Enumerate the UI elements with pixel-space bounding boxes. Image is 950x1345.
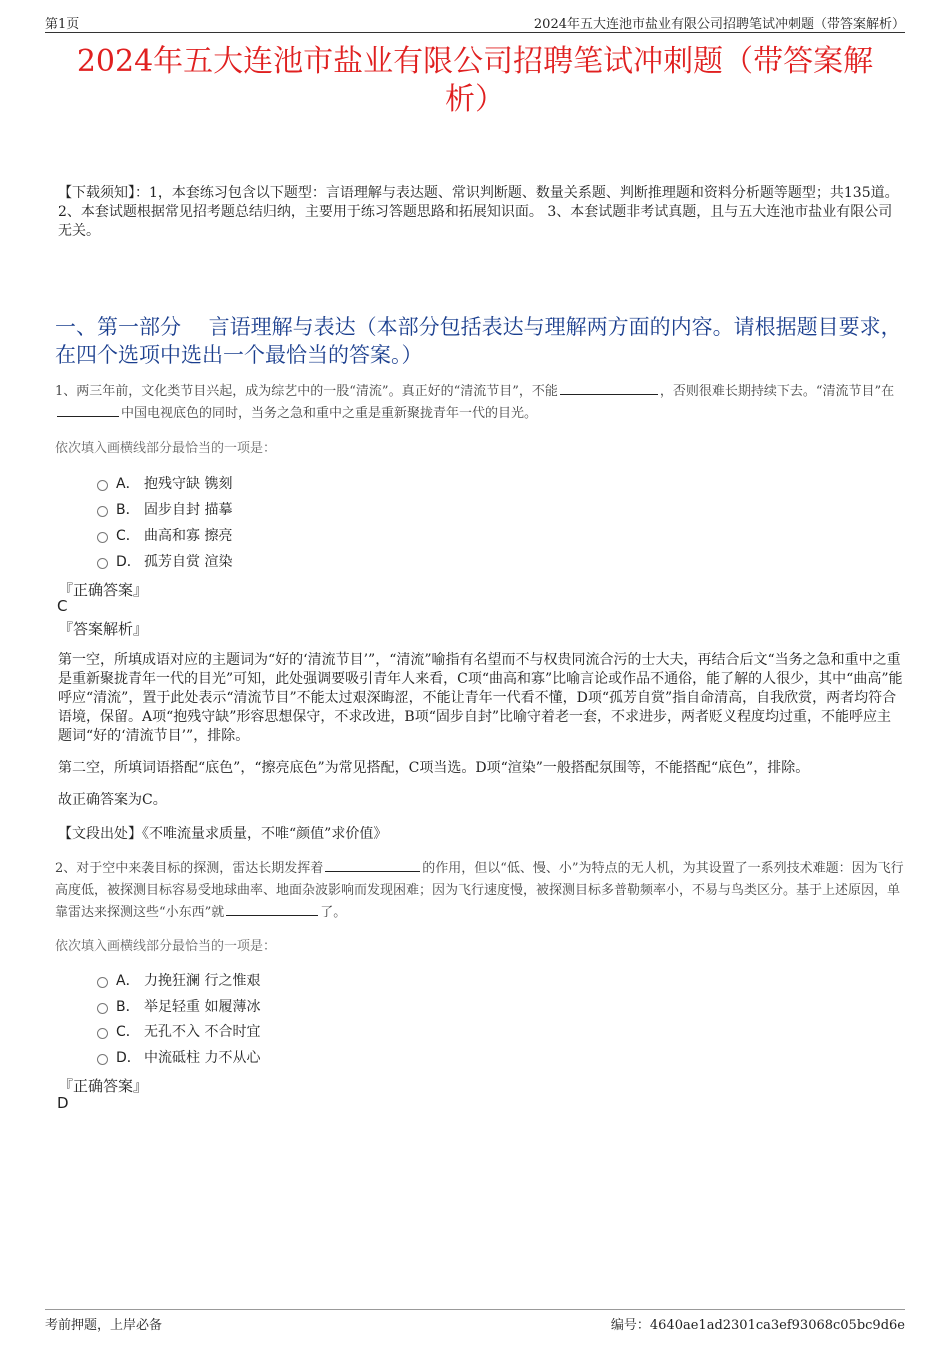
radio-icon[interactable] [97,1054,108,1065]
option-letter: D． [116,554,141,570]
q1-text-c: 中国电视底色的同时，当务之急和重中之重是重新聚拢青年一代的目光。 [121,406,538,421]
q2-answer-label: 『正确答案』 [58,1077,149,1095]
q1-instruction: 依次填入画横线部分最恰当的一项是： [55,441,277,456]
q2-blank-2 [226,903,318,916]
radio-icon[interactable] [97,558,108,569]
q2-answer: D [57,1094,69,1112]
radio-icon[interactable] [97,480,108,491]
q1-analysis-p1: 第一空，所填成语对应的主题词为“好的‘清流节目’”，“清流”喻指有名望而不与权贵同流合污的士大夫，再结合后文“当务之急和重中之重是重新聚拢青年一代的目光”可知，此处强调要吸引青年人来看，C项“曲高和寡”比喻言论或作品不通俗，能了解的人很少，其中“曲高”能呼应“清流”，置于此处表示“清流节目”不能太过艰深晦涩，不能让青年一代看不懂，D项“孤芳自赏”指自命清高，自我欣赏，两者均符合语境，保留。A项“抱残守缺”形容思想保守，不求改进，B项“固步自封”比喻守着老一套，不求进步，两者贬义程度均过重，不能呼应主题词“好的‘清流节目’”，排除。 [58,652,903,744]
option-letter: B． [116,502,140,518]
option-text: 无孔不入 不合时宜 [144,1024,261,1040]
option-letter: A． [116,973,140,989]
q2-text-a: 2、对于空中来袭目标的探测，雷达长期发挥着 [55,861,324,876]
option-letter: A． [116,476,140,492]
option-text: 举足轻重 如履薄冰 [144,999,261,1015]
footer-slogan: 考前押题，上岸必备 [45,1318,163,1333]
question-2-text [55,858,905,924]
q1-answer-label: 『正确答案』 [58,581,149,599]
option-letter: C． [116,1024,140,1040]
q2-text-b: 的作用，但以“低、慢、小”为特点的无人机，为其设置了一系列技术难题：因为飞行高度低，被探测目标容易受地球曲率、地面杂波影响而发现困难；因为飞行速度慢，被探测目标多普勒频率小，不易与鸟类区分。基于上述原因，单靠雷达来探测这些“小东西”就 [55,861,904,920]
q1-option-a[interactable] [97,473,232,493]
title-line-2: 析） [445,82,505,117]
option-letter: D． [116,1050,141,1066]
q1-option-c[interactable] [97,525,232,545]
q1-option-b[interactable] [97,499,232,519]
title-line-1: 2024年五大连池市盐业有限公司招聘笔试冲刺题（带答案解 [76,44,874,79]
q1-analysis-p2: 第二空，所填词语搭配“底色”，“擦亮底色”为常见搭配，C项当选。D项“渲染”一般搭配氛围等，不能搭配“底色”，排除。 [58,760,810,776]
q1-text-b: ，否则很难长期持续下去。“清流节目”在 [659,384,895,399]
footer-code: 编号：4640ae1ad2301ca3ef93068c05bc9d6e [610,1318,905,1333]
q1-analysis-label: 『答案解析』 [58,620,149,638]
radio-icon[interactable] [97,532,108,543]
header-doc-title: 2024年五大连池市盐业有限公司招聘笔试冲刺题（带答案解析） [533,17,905,32]
option-letter: B． [116,999,140,1015]
q1-source: 【文段出处】《不唯流量求质量，不唯“颜值”求价值》 [58,826,388,842]
option-text: 中流砥柱 力不从心 [144,1050,261,1066]
header-divider [45,32,905,33]
question-1-text [55,381,905,425]
q2-instruction: 依次填入画横线部分最恰当的一项是： [55,939,277,954]
radio-icon[interactable] [97,1028,108,1039]
q1-option-d[interactable] [97,551,232,571]
q2-option-c[interactable] [97,1021,260,1041]
section-heading: 一、第一部分 言语理解与表达（本部分包括表达与理解两方面的内容。请根据题目要求，在四个选项中选出一个最恰当的答案。） [55,315,902,367]
option-text: 固步自封 描摹 [144,502,233,518]
q2-option-d[interactable] [97,1047,260,1067]
document-title [40,43,910,119]
q1-blank-1 [560,382,658,395]
radio-icon[interactable] [97,1003,108,1014]
option-text: 曲高和寡 擦亮 [144,528,233,544]
q2-option-b[interactable] [97,996,260,1016]
radio-icon[interactable] [97,977,108,988]
q1-analysis-p3: 故正确答案为C。 [58,792,167,808]
q2-text-c: 了。 [320,905,347,920]
option-letter: C． [116,528,140,544]
footer-divider [45,1309,905,1310]
page-number: 第1页 [45,17,80,32]
option-text: 力挽狂澜 行之惟艰 [144,973,261,989]
download-notice: 【下载须知】：1，本套练习包含以下题型：言语理解与表达题、常识判断题、数量关系题、判断推理题和资料分析题等题型；共135道。 2、本套试题根据常见招考题总结归纳，主要用于练习答题思路和拓展知识面。 3、本套试题非考试真题，且与五大连池市盐业有限公司无关。 [58,185,899,239]
q1-answer: C [57,597,68,615]
q1-text-a: 1、两三年前，文化类节目兴起，成为综艺中的一股“清流”。真正好的“清流节目”，不能 [55,384,558,399]
radio-icon[interactable] [97,506,108,517]
option-text: 孤芳自赏 渲染 [144,554,233,570]
option-text: 抱残守缺 镌刻 [144,476,233,492]
q2-blank-1 [325,859,420,872]
q1-blank-2 [57,404,119,417]
q2-option-a[interactable] [97,970,260,990]
